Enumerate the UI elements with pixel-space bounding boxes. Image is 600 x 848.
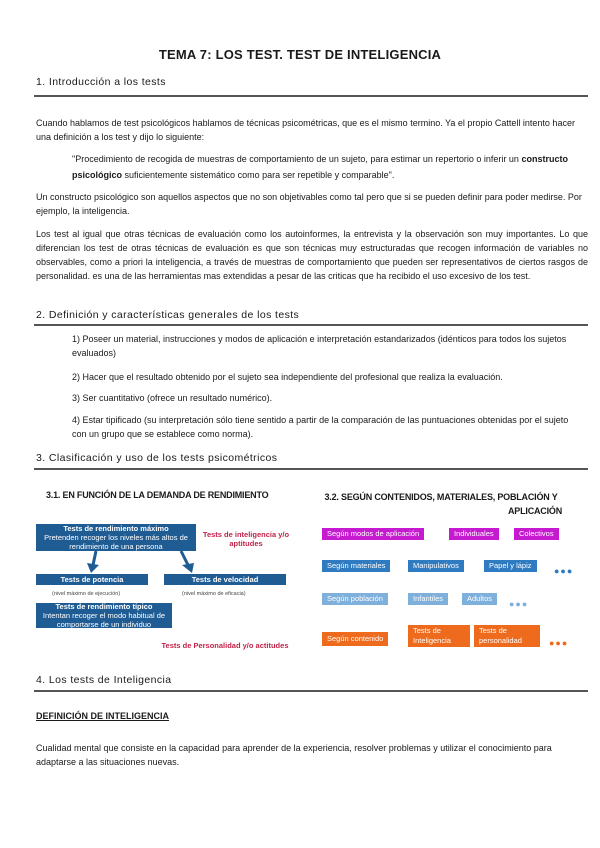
quote-text-b: suficientemente sistemático como para ser repetible y comparable". (122, 170, 395, 180)
tag-paper-pencil: Papel y lápiz (484, 560, 537, 572)
typical-performance-title: Tests de rendimiento típico (55, 602, 153, 611)
typical-performance-desc: Intentan recoger el modo habitual de comportarse de un individuo (42, 611, 166, 629)
section-heading-1: 1. Introducción a los tests (36, 76, 166, 88)
tag-manipulative: Manipulativos (408, 560, 464, 572)
intelligence-aptitude-label: Tests de inteligencia y/o aptitudes (202, 530, 290, 548)
dots-row-4: ●●● (549, 638, 569, 648)
tag-personality-tests: Tests de personalidad (474, 625, 540, 647)
tag-collective: Colectivos (514, 528, 559, 540)
tag-population: Según población (322, 593, 388, 605)
dots-row-2: ●●● (554, 566, 574, 576)
tag-individual: Individuales (449, 528, 499, 540)
section-divider (34, 95, 588, 97)
velocidad-box: Tests de velocidad (164, 574, 286, 585)
section-heading-4: 4. Los tests de Inteligencia (36, 674, 172, 686)
diagram-right-heading (310, 490, 572, 518)
intro-paragraph-1: Cuando hablamos de test psicológicos hablamos de técnicas psicométricas, que es el mismo termino. Ya el propio Cattell intento hacer una definición a los test y dijo lo siguiente: (36, 118, 575, 142)
dots-row-3: ●●● (509, 599, 529, 609)
tag-content: Según contenido (322, 632, 388, 646)
intro-paragraph-3: Los test al igual que otras técnicas de evaluación como los autoinformes, la entrevista y la observación son muy importantes. Lo que diferencian los test de otras técnicas de evaluación es que son técnicas muy estructuradas que recogen información de variables no observables, como a priori la inteligencia, a través de muestras de comportamiento que pueden ser representativos de ciertos rasgos de personalidad. es una de las herramientas mas extendidas a pesar de las criticas que ha recibido el uso excesivo de los test. (36, 229, 588, 281)
tag-children: Infantiles (408, 593, 448, 605)
cattell-quote (72, 151, 572, 183)
velocidad-note: (nivel máximo de eficacia) (182, 591, 246, 597)
arrow-potencia (93, 551, 96, 565)
section-divider (34, 690, 588, 692)
page-title: TEMA 7: LOS TEST. TEST DE INTELIGENCIA (158, 47, 442, 62)
tag-adults: Adultos (462, 593, 497, 605)
characteristic-item: 3) Ser cuantitativo (ofrece un resultado numérico). (72, 393, 273, 403)
potencia-note: (nivel máximo de ejecución) (52, 591, 121, 597)
quote-bold-term: constructo psicológico (72, 154, 568, 180)
section-divider (34, 468, 588, 470)
intelligence-definition-heading: DEFINICIÓN DE INTELIGENCIA (36, 711, 170, 721)
tag-application-mode: Según modos de aplicación (322, 528, 424, 540)
tag-intelligence-tests: Tests de Inteligencia (408, 625, 470, 647)
diagram-right-heading-line-2: APLICACIÓN (508, 506, 562, 516)
typical-performance-box (36, 603, 172, 628)
max-performance-box (36, 524, 196, 551)
characteristic-item: 4) Estar tipificado (su interpretación sólo tiene sentido a partir de la comparación de las puntuaciones obtenidas por el sujeto con un grupo que se establece como norma). (72, 415, 569, 439)
arrowhead-velocidad (182, 563, 194, 573)
characteristic-item: 2) Hacer que el resultado obtenido por el sujeto sea independiente del profesional que realiza la evaluación. (72, 372, 503, 382)
section-divider (34, 324, 588, 326)
max-performance-desc: Pretenden recoger los niveles más altos de rendimiento de una persona (44, 533, 188, 551)
personality-attitude-label: Tests de Personalidad y/o actitudes (161, 641, 289, 650)
quote-text-a: "Procedimiento de recogida de muestras de comportamiento de un sujeto, para estimar un repertorio o inferir un (72, 154, 522, 164)
characteristic-item: 1) Poseer un material, instrucciones y modos de aplicación e interpretación estandarizados (idénticos para todos los sujetos evaluados) (72, 334, 567, 358)
max-performance-title: Tests de rendimiento máximo (63, 524, 169, 533)
diagram-left-heading: 3.1. EN FUNCIÓN DE LA DEMANDA DE RENDIMIENTO (46, 490, 269, 500)
section-heading-3: 3. Clasificación y uso de los tests psicométricos (36, 452, 278, 464)
section-heading-2: 2. Definición y características generales de los tests (36, 309, 300, 321)
branch-arrows (36, 551, 236, 575)
intro-paragraph-2: Un constructo psicológico son aquellos aspectos que no son objetivables como tal pero que si se pueden definir para poder medirse. Por ejemplo, la inteligencia. (36, 192, 582, 216)
diagram-right-heading-line-1: 3.2. SEGÚN CONTENIDOS, MATERIALES, POBLACIÓN Y (324, 492, 558, 502)
arrowhead-potencia (87, 563, 99, 573)
potencia-box: Tests de potencia (36, 574, 148, 585)
arrow-velocidad (181, 551, 188, 565)
tag-materials: Según materiales (322, 560, 390, 572)
intelligence-definition-text: Cualidad mental que consiste en la capacidad para aprender de la experiencia, resolver problemas y utilizar el conocimiento para adaptarse a las situaciones nuevas. (36, 743, 552, 767)
